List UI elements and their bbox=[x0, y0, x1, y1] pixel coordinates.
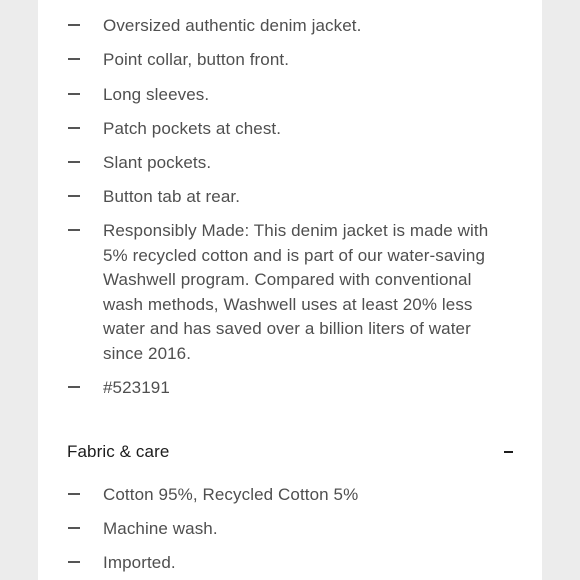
list-item-text: Oversized authentic denim jacket. bbox=[103, 16, 362, 35]
dash-bullet-icon bbox=[68, 93, 80, 95]
minus-collapse-icon[interactable] bbox=[504, 451, 513, 453]
list-item-text: Button tab at rear. bbox=[103, 187, 241, 206]
list-item-text: Machine wash. bbox=[103, 519, 218, 538]
product-number: #523191 bbox=[103, 378, 170, 397]
list-item-text: Point collar, button front. bbox=[103, 50, 290, 69]
dash-bullet-icon bbox=[68, 229, 80, 231]
fabric-care-accordion-header[interactable] bbox=[38, 439, 542, 465]
dash-bullet-icon bbox=[68, 24, 80, 26]
dash-bullet-icon bbox=[68, 561, 80, 563]
list-item-text: Responsibly Made: This denim jacket is made with 5% recycled cotton and is part of our water-saving Washwell program. Compared with conventional wash methods, Washwell uses at least 20% less water and has saved over a billion liters of water since 2016. bbox=[103, 221, 489, 363]
product-details-panel bbox=[38, 0, 542, 580]
list-item-text: Patch pockets at chest. bbox=[103, 119, 282, 138]
list-item-text: Long sleeves. bbox=[103, 85, 210, 104]
dash-bullet-icon bbox=[68, 195, 80, 197]
list-item-text: Imported. bbox=[103, 553, 176, 572]
dash-bullet-icon bbox=[68, 527, 80, 529]
dash-bullet-icon bbox=[68, 386, 80, 388]
dash-bullet-icon bbox=[68, 58, 80, 60]
dash-bullet-icon bbox=[68, 127, 80, 129]
dash-bullet-icon bbox=[68, 161, 80, 163]
list-item-text: Slant pockets. bbox=[103, 153, 212, 172]
list-item-text: Cotton 95%, Recycled Cotton 5% bbox=[103, 485, 359, 504]
dash-bullet-icon bbox=[68, 493, 80, 495]
section-title: Fabric & care bbox=[67, 442, 170, 461]
